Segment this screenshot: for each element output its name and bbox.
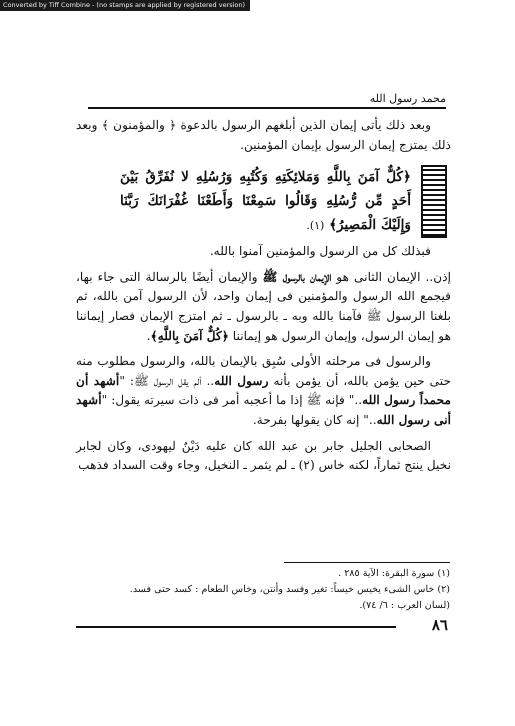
p3-emphasis-verse: ﴿كُلٌّ آمَنَ بِاللَّهِ﴾ xyxy=(150,328,229,343)
p4-text-b: .. ألم يقل الرسول ﷺ: " xyxy=(119,373,215,388)
page-body xyxy=(76,116,451,476)
p4-text-c: .." فإنه ﷺ إذا ما أعجبه أمر فى ذات سيرته يقول: " xyxy=(101,393,363,408)
footnotes xyxy=(100,566,450,614)
paragraph-3 xyxy=(76,268,451,346)
p3-end: . xyxy=(146,328,151,343)
verse-text: ﴿كُلٌّ آمَنَ بِاللَّهِ وَمَلائِكَتِهِ وَكُتُبِهِ وَرُسُلِهِ لا نُفَرِّقُ بَيْنَ أَحَدٍ مِّن رُّسُلِهِ وَقَالُوا سَمِعْنَا وَأَطَعْنَا غُفْرَانَكَ رَبَّنَا وَإِلَيْكَ الْمَصِيرُ﴾ xyxy=(120,169,411,234)
converter-stamp: Converted by Tiff Combine - (no stamps are applied by registered version) xyxy=(0,0,250,11)
p3-text-b: والإيمان أيضًا بالرسالة التى جاء بها، فيجمع الله الرسول والمؤمنين فى إيمان واحد، لأن الرسول آمن بالله، ثم بلغنا الرسول ﷺ فآمنا بالله وبه ـ بالرسول ـ ثم امتزج الإيمان فصار إيماننا هو إيمان الرسول، وإيمان الرسول هو إيماننا xyxy=(76,269,451,343)
paragraph-4 xyxy=(76,352,451,430)
verse-footnote-ref: (١). xyxy=(306,219,325,233)
p4-emphasis-3: أشهد أنى رسول الله xyxy=(76,393,451,427)
paragraph-5: الصحابى الجليل جابر بن عبد الله كان عليه دَيْنٌ ليهودى، وكان لجابر نخيل ينتج ثماراً، لكنه خاس (٢) ـ لم يثمر ـ النخيل، وجاء وقت السداد فذهب xyxy=(76,438,451,473)
p3-text-a: إذن.. الإيمان الثانى هو xyxy=(331,269,452,284)
bottom-divider xyxy=(76,626,396,628)
paragraph-1: وبعد ذلك يأتى إيمان الذين أبلغهم الرسول بالدعوة ﴿ والمؤمنون ﴾ وبعد ذلك يمتزج إيمان الرسول بإيمان المؤمنين. xyxy=(76,118,451,152)
quran-verse-block xyxy=(110,165,447,238)
p4-text-d: .." إنه كان يقولها بفرحة. xyxy=(252,412,377,427)
running-title: محمد رسول الله xyxy=(369,92,446,105)
quran-verse xyxy=(110,165,421,238)
p3-emphasis: الإيمان بالرسول ﷺ xyxy=(262,269,332,284)
paragraph-2: فبذلك كل من الرسول والمؤمنين آمنوا بالله. xyxy=(209,244,431,259)
footnote-2: (٢) خاس الشىء يخيس خيساً: تغير وفسد وأنتن، وخاس الطعام : كسد حتى فسد. xyxy=(129,584,450,595)
footnote-divider xyxy=(284,562,450,563)
p4-emphasis-1: رسول الله xyxy=(214,373,269,388)
footnote-2-source: (لسان العرب : ٦/ ٧٤). xyxy=(359,600,450,611)
running-header xyxy=(88,92,446,109)
footnote-1: (١) سورة البقرة: الآية ٢٨٥ . xyxy=(338,568,450,579)
page-number: ٨٦ xyxy=(431,616,448,634)
ornament-icon xyxy=(421,165,447,238)
p4-text-a: والرسول فى مرحلته الأولى سُبِق بالإيمان بالله، والرسول مطلوب منه حتى حين يؤمن بالله، أن يؤمن بأنه xyxy=(76,354,451,388)
p4-emphasis-2: أشهد أن محمداً رسول الله xyxy=(76,373,451,408)
